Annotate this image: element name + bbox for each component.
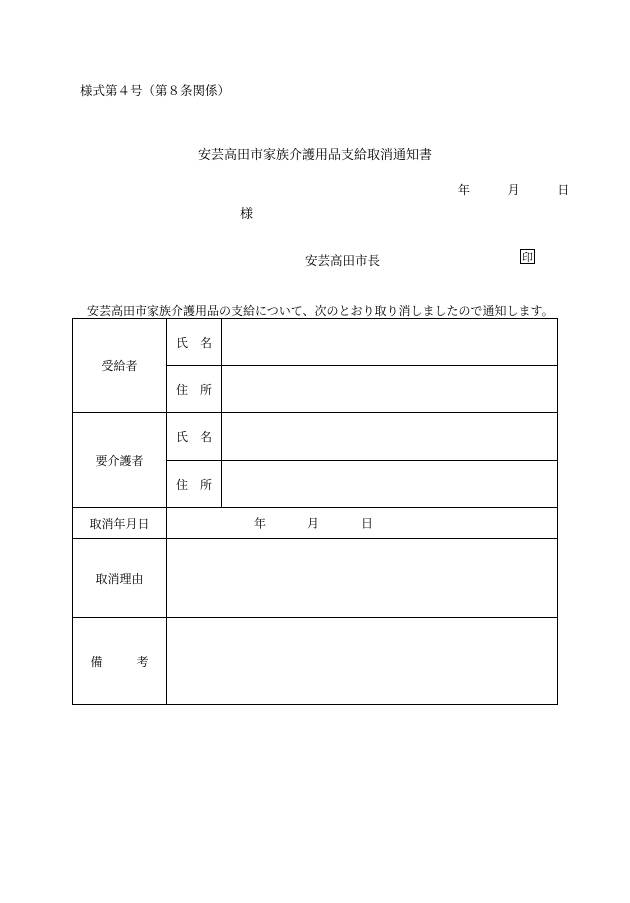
document-title: 安芸高田市家族介護用品支給取消通知書 <box>197 148 432 163</box>
recipient-honorific: 様 <box>240 207 254 222</box>
cancel-reason-field[interactable] <box>167 539 558 618</box>
remarks-field[interactable] <box>167 618 558 705</box>
recipient-address-field[interactable] <box>222 366 558 413</box>
cancel-date-label: 取消年月日 <box>73 508 167 539</box>
notification-form-table <box>72 318 558 705</box>
care-recipient-address-label: 住 所 <box>167 461 222 508</box>
remarks-label <box>73 618 167 705</box>
care-recipient-name-field[interactable] <box>222 413 558 461</box>
care-recipient-address-field[interactable] <box>222 461 558 508</box>
seal-mark: 印 <box>522 251 533 264</box>
care-recipient-section-label: 要介護者 <box>73 413 167 508</box>
remarks-label-a: 備 <box>90 654 103 669</box>
form-number: 様式第４号（第８条関係） <box>80 83 231 98</box>
issue-month-label: 月 <box>507 183 520 197</box>
issue-date <box>458 181 569 198</box>
cancel-date-month-label: 月 <box>307 516 320 531</box>
recipient-section-label: 受給者 <box>73 319 167 413</box>
notice-text: 安芸高田市家族介護用品の支給について、次のとおり取り消しましたので通知します。 <box>87 304 554 318</box>
cancel-date-field[interactable] <box>167 508 558 539</box>
recipient-name-field[interactable] <box>222 319 558 366</box>
issue-year-label: 年 <box>458 183 471 197</box>
issue-day-label: 日 <box>557 183 570 197</box>
care-recipient-name-label: 氏 名 <box>167 413 222 461</box>
recipient-name-label: 氏 名 <box>167 319 222 366</box>
issuer-name: 安芸高田市長 <box>305 253 381 268</box>
cancel-date-year-label: 年 <box>254 516 267 531</box>
remarks-label-b: 考 <box>136 654 149 669</box>
cancel-reason-label: 取消理由 <box>73 539 167 618</box>
cancel-date-day-label: 日 <box>361 516 374 531</box>
recipient-address-label: 住 所 <box>167 366 222 413</box>
